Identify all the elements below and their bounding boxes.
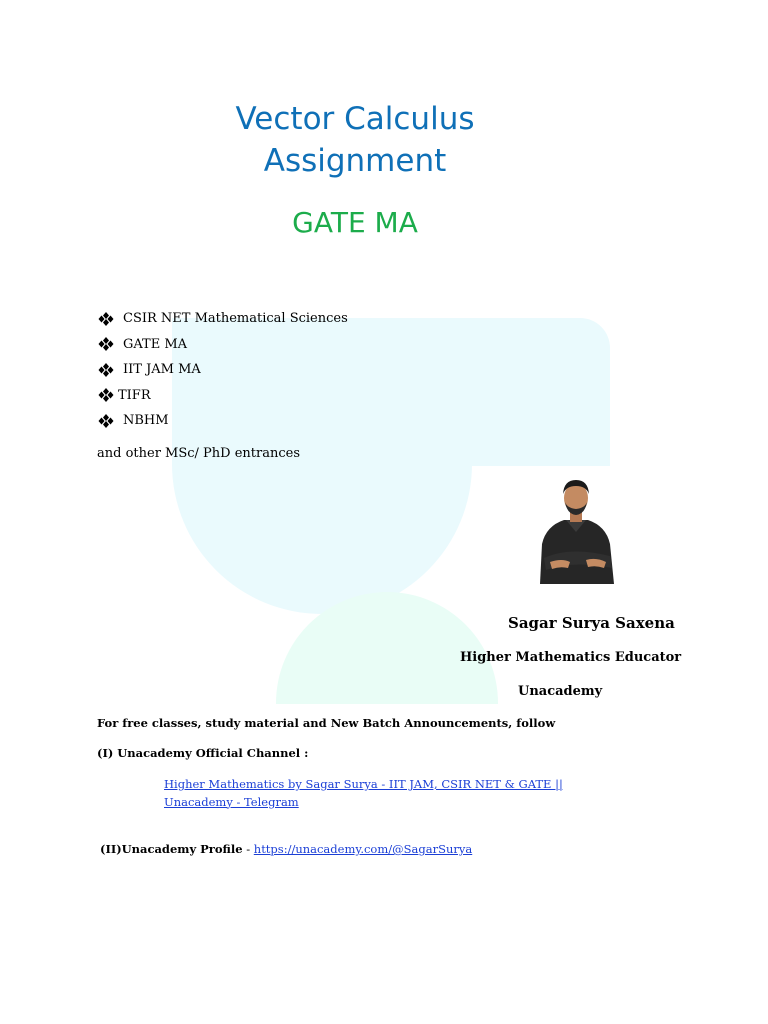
exam-label: NBHM <box>123 413 169 429</box>
page-subtitle: GATE MA <box>292 206 418 239</box>
exam-label: TIFR <box>118 387 151 403</box>
title-line-2: Assignment <box>263 143 447 179</box>
diamond-bullet-icon <box>97 414 115 428</box>
list-item <box>97 332 348 358</box>
diamond-bullet-icon <box>97 337 115 351</box>
educator-photo <box>530 474 622 584</box>
profile-line <box>100 842 472 856</box>
profile-separator: - <box>242 842 254 856</box>
diamond-bullet-icon <box>97 312 115 326</box>
exam-label: GATE MA <box>123 336 188 352</box>
exam-label: IIT JAM MA <box>123 362 201 378</box>
diamond-bullet-icon <box>97 363 115 377</box>
author-organization: Unacademy <box>518 684 603 699</box>
exam-list <box>97 306 348 434</box>
list-item <box>97 306 348 332</box>
diamond-bullet-icon <box>97 388 115 402</box>
author-name: Sagar Surya Saxena <box>508 614 675 632</box>
list-item <box>97 408 348 434</box>
other-entrances-text: and other MSc/ PhD entrances <box>97 446 300 461</box>
exam-label: CSIR NET Mathematical Sciences <box>123 311 348 327</box>
follow-intro-text: For free classes, study material and New Batch Announcements, follow <box>97 716 556 730</box>
list-item <box>97 383 348 409</box>
channel-label: (I) Unacademy Official Channel : <box>97 746 309 760</box>
telegram-channel-link[interactable]: Higher Mathematics by Sagar Surya - IIT JAM, CSIR NET & GATE || Unacademy - Telegram <box>164 777 563 809</box>
list-item <box>97 357 348 383</box>
profile-label: (II)Unacademy Profile <box>100 842 243 856</box>
title-line-1: Vector Calculus <box>235 101 475 137</box>
author-role: Higher Mathematics Educator <box>460 650 682 665</box>
unacademy-profile-link[interactable]: https://unacademy.com/@SagarSurya <box>253 842 473 856</box>
page-title <box>0 98 710 182</box>
